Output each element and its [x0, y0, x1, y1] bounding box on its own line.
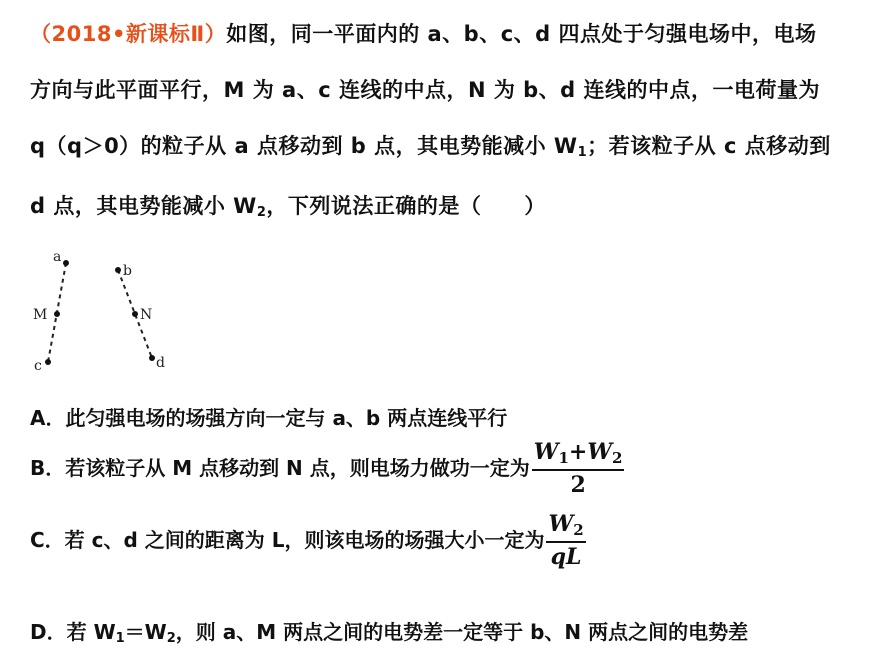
- option-b-numerator: $W_1+W_2$: [532, 440, 625, 471]
- question-line-2: [30, 74, 820, 104]
- question-line-1: [30, 18, 817, 48]
- option-c-denominator: qL: [550, 544, 582, 571]
- point-b: [115, 267, 121, 273]
- field-points-figure: [28, 245, 188, 375]
- question-text-4a: d 点，其电势能减小 W: [30, 194, 257, 218]
- point-a: [63, 260, 69, 266]
- question-text-3a: q（q＞0）的粒子从 a 点移动到 b 点，其电势能减小 W: [30, 134, 578, 158]
- question-source: （2018•新课标Ⅱ）: [30, 22, 227, 46]
- option-a-text: A．此匀强电场的场强方向一定与 a、b 两点连线平行: [30, 406, 508, 430]
- option-b-text: B．若该粒子从 M 点移动到 N 点，则电场力做功一定为: [30, 455, 530, 480]
- option-b: [30, 440, 624, 499]
- option-d-eq: ＝W: [124, 620, 167, 644]
- question-text-2: 方向与此平面平行，M 为 a、c 连线的中点，N 为 b、d 连线的中点，一电荷量为: [30, 78, 821, 102]
- question-line-4: [30, 190, 546, 220]
- option-b-denominator: 2: [570, 472, 586, 499]
- point-d: [149, 355, 155, 361]
- option-d-sub2: 2: [166, 631, 176, 646]
- label-M: M: [33, 307, 48, 323]
- subscript-1: 1: [577, 145, 588, 160]
- point-M: [54, 311, 60, 317]
- option-d-text-b: ，则 a、M 两点之间的电势差一定等于 b、N 两点之间的电势差: [175, 620, 749, 644]
- option-c-fraction: [546, 512, 585, 571]
- question-text-1: 如图，同一平面内的 a、b、c、d 四点处于匀强电场中，电场: [226, 22, 817, 46]
- label-d: d: [156, 355, 165, 371]
- label-c: c: [34, 358, 42, 374]
- label-N: N: [140, 307, 153, 323]
- option-d-sub1: 1: [115, 631, 125, 646]
- subscript-2: 2: [256, 205, 267, 220]
- option-d: [30, 616, 748, 646]
- option-c: [30, 512, 586, 571]
- label-b: b: [123, 263, 132, 279]
- question-text-3b: ；若该粒子从 c 点移动到: [587, 134, 831, 158]
- question-text-4b: ，下列说法正确的是（ ）: [266, 194, 546, 218]
- option-d-text-a: D．若 W: [30, 620, 116, 644]
- question-line-3: [30, 130, 831, 160]
- point-N: [132, 311, 138, 317]
- option-c-text: C．若 c、d 之间的距离为 L，则该电场的场强大小一定为: [30, 527, 545, 552]
- option-c-numerator: $W_2$: [546, 512, 585, 543]
- label-a: a: [53, 249, 62, 265]
- option-a: [30, 402, 507, 431]
- point-c: [45, 359, 51, 365]
- option-b-fraction: [532, 440, 625, 499]
